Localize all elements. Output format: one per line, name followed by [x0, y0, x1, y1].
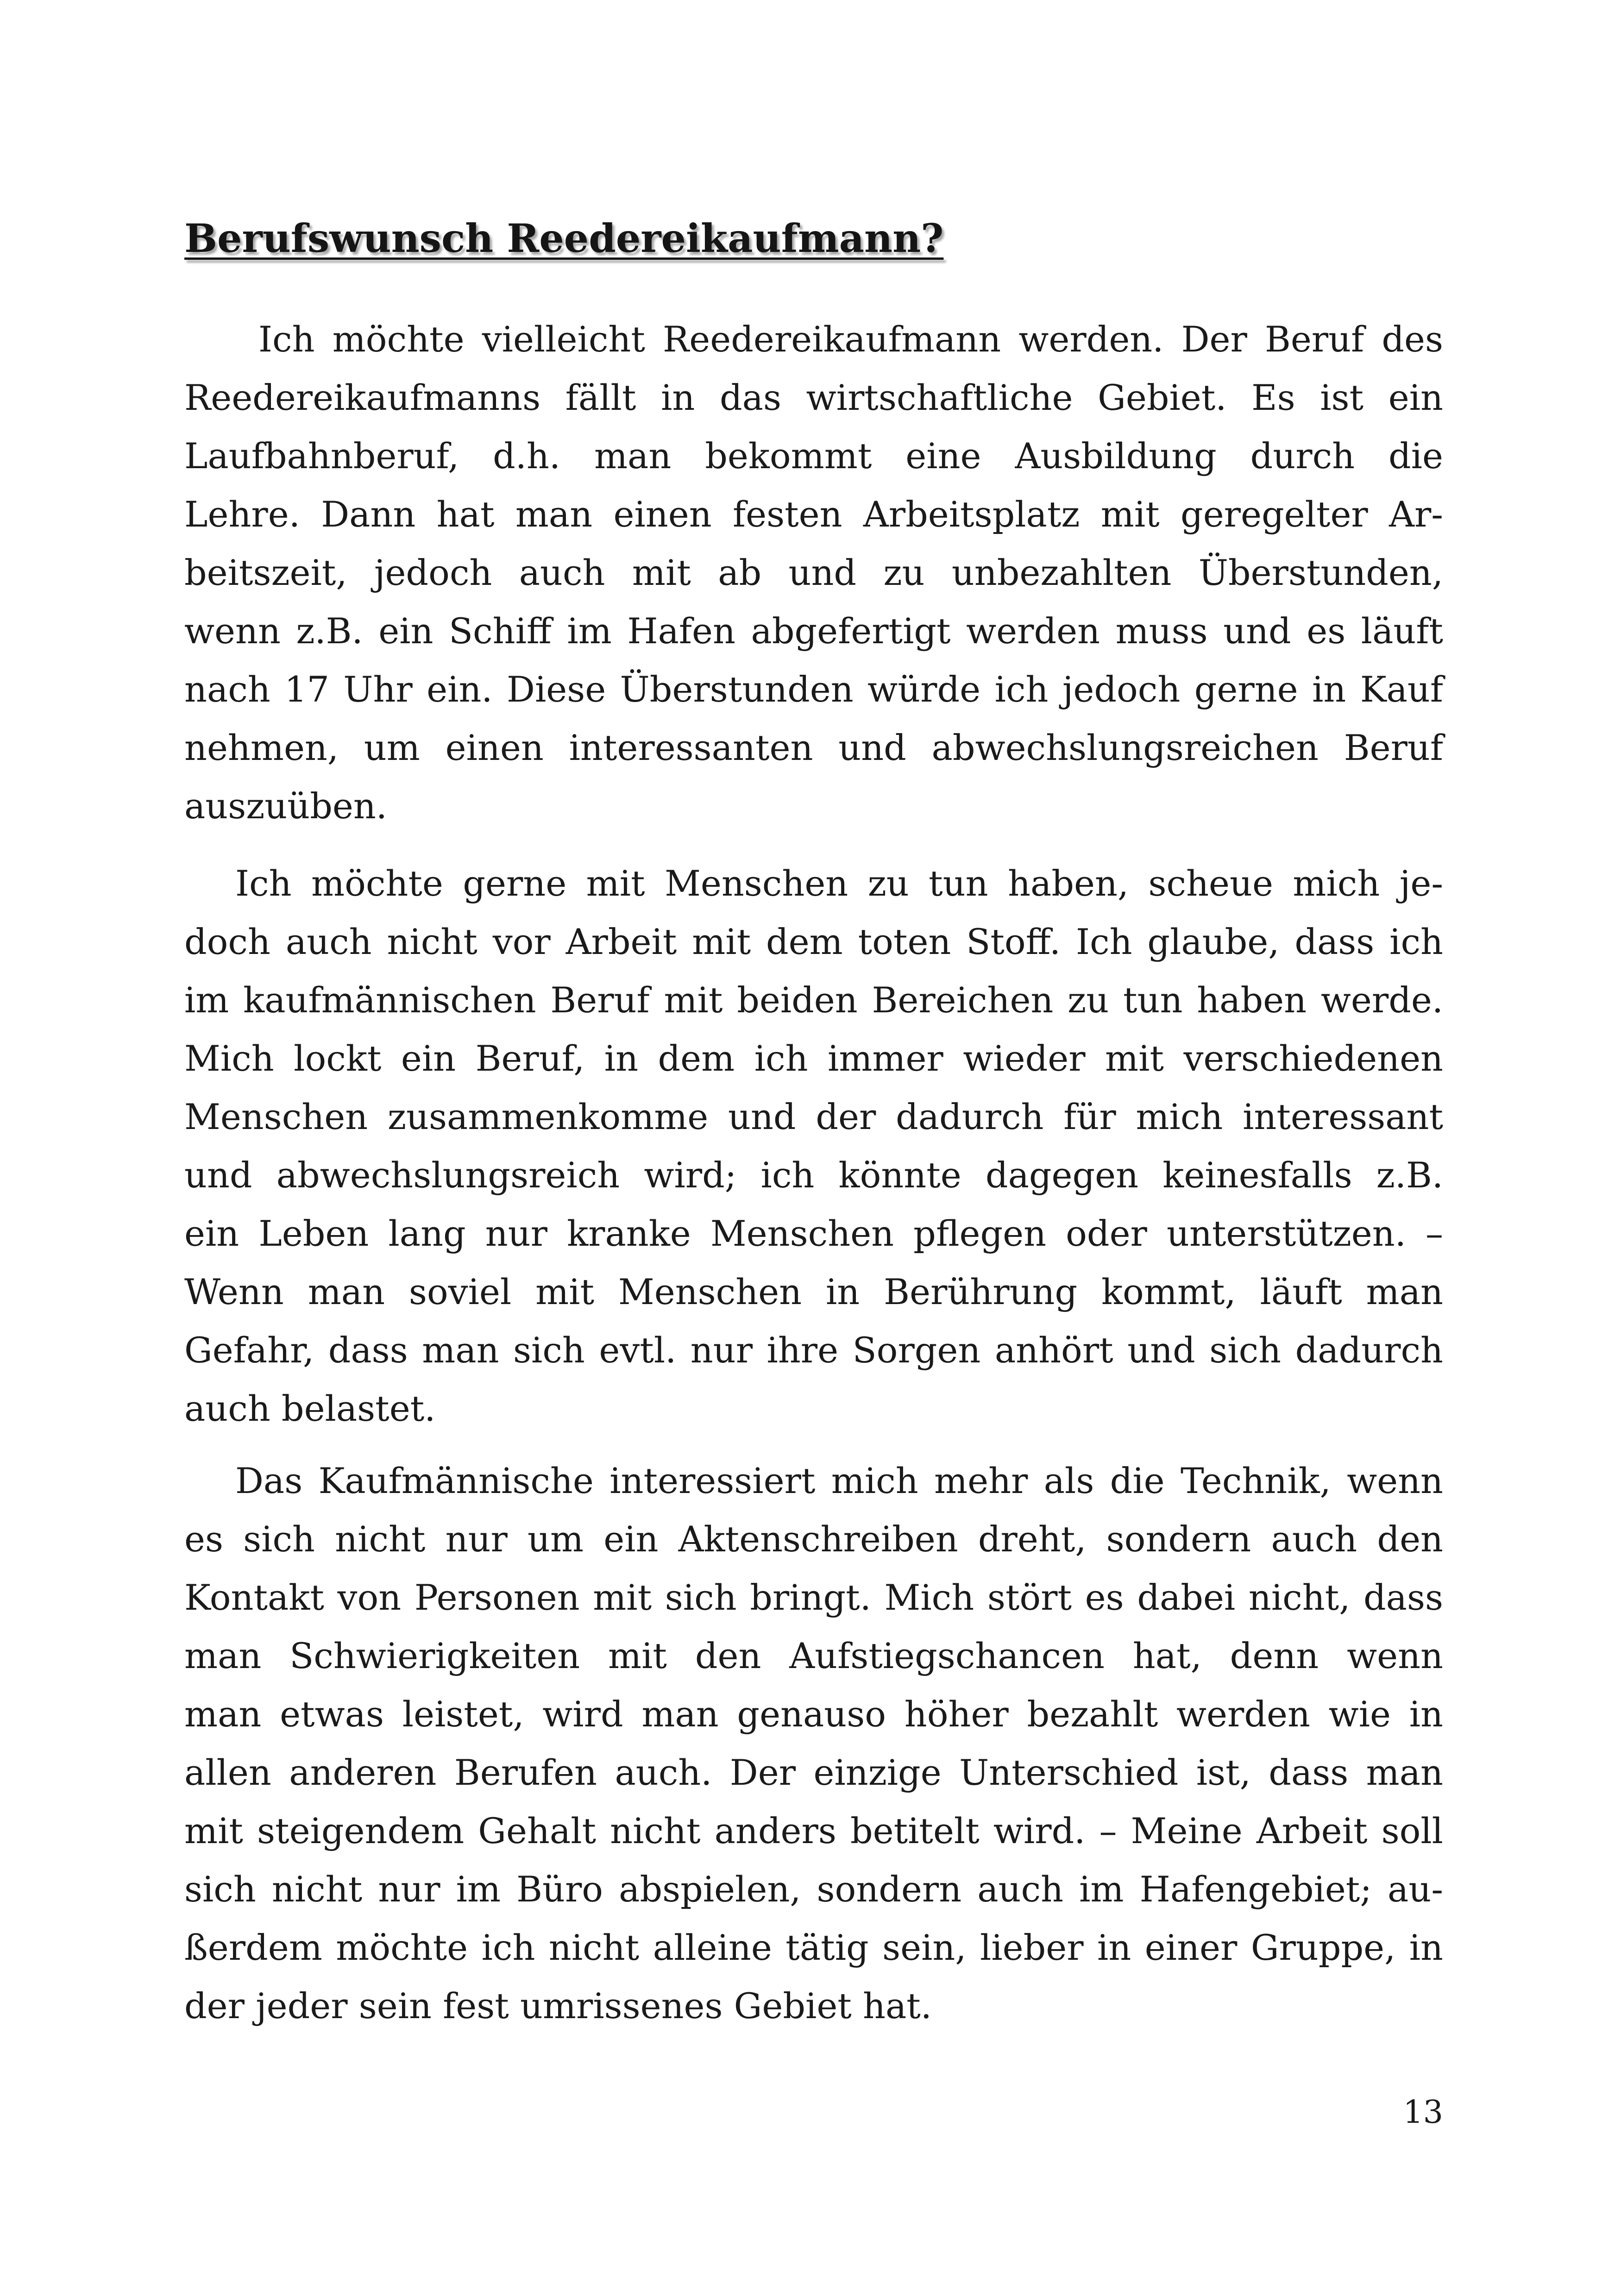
text-line: Laufbahnberuf, d.h. man bekommt eine Ausbildung durch die	[184, 435, 1443, 477]
text-line: wenn z.B. ein Schiff im Hafen abgefertigt werden muss und es läuft	[184, 610, 1443, 652]
text-line: Wenn man soviel mit Menschen in Berührung kommt, läuft man	[184, 1271, 1443, 1312]
text-line: ßerdem möchte ich nicht alleine tätig sein, lieber in einer Gruppe, in	[184, 1927, 1443, 1968]
text-line: nach 17 Uhr ein. Diese Überstunden würde ich jedoch gerne in Kauf	[184, 669, 1443, 710]
paragraph-3	[184, 1452, 1443, 2035]
text-line: man Schwierigkeiten mit den Aufstiegschancen hat, denn wenn	[184, 1635, 1443, 1676]
text-line: doch auch nicht vor Arbeit mit dem toten Stoff. Ich glaube, dass ich	[184, 921, 1443, 962]
text-line: der jeder sein fest umrissenes Gebiet hat.	[184, 1985, 932, 2026]
text-line: Ich möchte gerne mit Menschen zu tun haben, scheue mich je-	[235, 863, 1443, 904]
text-line: Mich lockt ein Beruf, in dem ich immer wieder mit verschiedenen	[184, 1038, 1443, 1079]
text-line: und abwechslungsreich wird; ich könnte dagegen keinesfalls z.B.	[184, 1154, 1443, 1196]
text-line: beitszeit, jedoch auch mit ab und zu unbezahlten Überstunden,	[184, 552, 1443, 593]
text-line: mit steigendem Gehalt nicht anders betitelt wird. – Meine Arbeit soll	[184, 1810, 1443, 1851]
text-line: Reedereikaufmanns fällt in das wirtschaftliche Gebiet. Es ist ein	[184, 377, 1443, 418]
text-line: allen anderen Berufen auch. Der einzige Unterschied ist, dass man	[184, 1752, 1443, 1793]
text-line: Gefahr, dass man sich evtl. nur ihre Sorgen anhört und sich dadurch	[184, 1330, 1443, 1371]
text-line: Menschen zusammenkomme und der dadurch für mich interessant	[184, 1096, 1443, 1137]
paragraph-1	[184, 310, 1443, 835]
text-line: Das Kaufmännische interessiert mich mehr als die Technik, wenn	[235, 1460, 1443, 1501]
page-number: 13	[1403, 2094, 1443, 2131]
text-line: ein Leben lang nur kranke Menschen pflegen oder unterstützen. –	[184, 1213, 1443, 1254]
text-line: Ich möchte vielleicht Reedereikaufmann werden. Der Beruf des	[258, 319, 1443, 360]
text-line: es sich nicht nur um ein Aktenschreiben dreht, sondern auch den	[184, 1518, 1443, 1560]
text-line: im kaufmännischen Beruf mit beiden Bereichen zu tun haben werde.	[184, 979, 1443, 1021]
text-line: Kontakt von Personen mit sich bringt. Mich stört es dabei nicht, dass	[184, 1577, 1443, 1618]
text-line: sich nicht nur im Büro abspielen, sondern auch im Hafengebiet; au-	[184, 1869, 1443, 1910]
text-line: man etwas leistet, wird man genauso höher bezahlt werden wie in	[184, 1694, 1443, 1735]
page-heading: Berufswunsch Reedereikaufmann?	[184, 215, 944, 261]
text-line: Lehre. Dann hat man einen festen Arbeitsplatz mit geregelter Ar-	[184, 494, 1443, 535]
text-line: nehmen, um einen interessanten und abwechslungsreichen Beruf	[184, 727, 1443, 768]
paragraph-2	[184, 854, 1443, 1438]
text-line: auch belastet.	[184, 1388, 436, 1429]
text-line: auszuüben.	[184, 785, 387, 827]
